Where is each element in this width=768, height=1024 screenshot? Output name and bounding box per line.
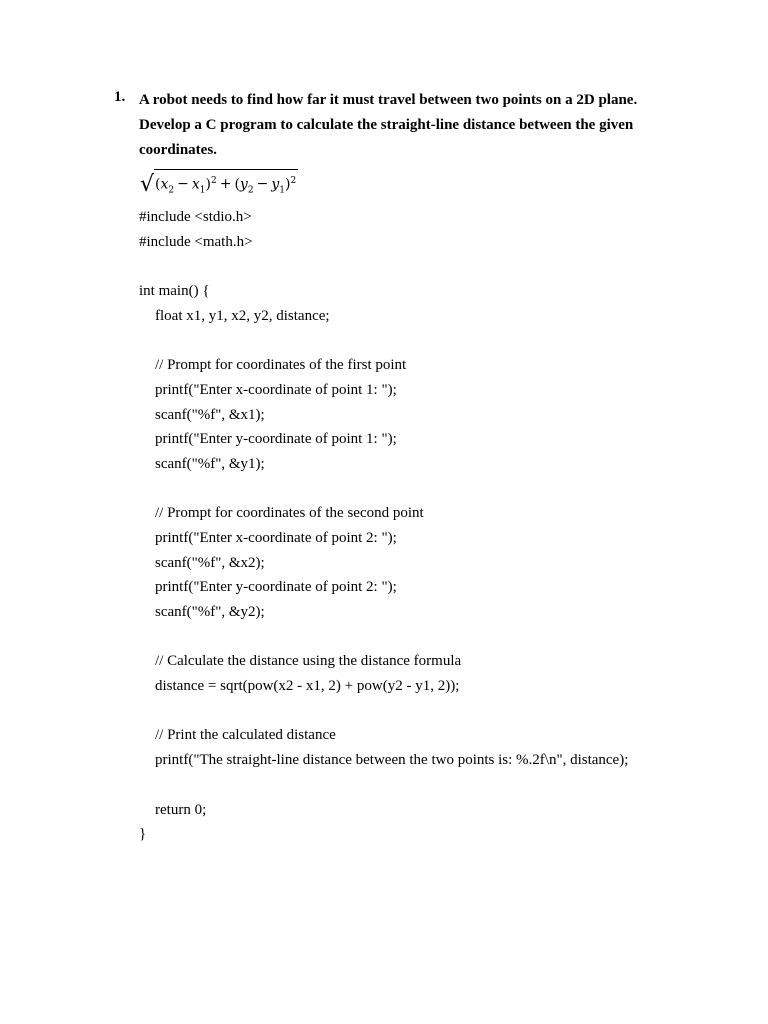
code-line: printf("The straight-line distance between the two points is: %.2f\n", distance); [155,752,629,769]
code-line: #include <math.h> [139,233,253,250]
code-line [139,254,628,279]
code-line: // Calculate the distance using the distance formula [155,653,462,670]
code-line: printf("Enter y-coordinate of point 2: "); [155,579,397,596]
code-line: printf("Enter y-coordinate of point 1: "); [155,431,397,448]
question-text [139,88,699,163]
code-line [139,625,628,650]
code-line [139,699,628,724]
code-line: #include <stdio.h> [139,209,252,225]
code-line: printf("Enter x-coordinate of point 1: "); [155,381,397,398]
question-line: coordinates. [139,142,217,158]
square-root-icon: √ [140,172,155,197]
question-line: A robot needs to find how far it must travel between two points on a 2D plane. [139,92,638,108]
code-line: int main() { [139,283,210,300]
code-line: scanf("%f", &y1); [155,455,265,472]
question-number: 1. [114,89,126,105]
code-line: } [139,826,147,843]
code-line [139,773,628,798]
code-line: scanf("%f", &y2); [155,604,265,620]
code-line: // Prompt for coordinates of the second point [155,505,424,522]
formula-radicand: $(x_2 - x_1)^2 + (y_2 - y_1)^2$ [154,169,298,199]
distance-formula [140,170,298,198]
code-line: printf("Enter x-coordinate of point 2: "); [155,529,397,546]
code-line [139,477,628,502]
code-line: scanf("%f", &x1); [155,406,265,423]
code-block [139,205,628,847]
code-line: float x1, y1, x2, y2, distance; [155,307,330,324]
code-line: // Prompt for coordinates of the first point [155,357,407,374]
code-line [139,328,628,353]
code-line: // Print the calculated distance [155,727,336,744]
code-line: return 0; [155,801,207,818]
code-line: distance = sqrt(pow(x2 - x1, 2) + pow(y2 - y1, 2)); [155,678,460,695]
question-line: Develop a C program to calculate the straight-line distance between the given [139,117,634,133]
code-line: scanf("%f", &x2); [155,554,265,571]
